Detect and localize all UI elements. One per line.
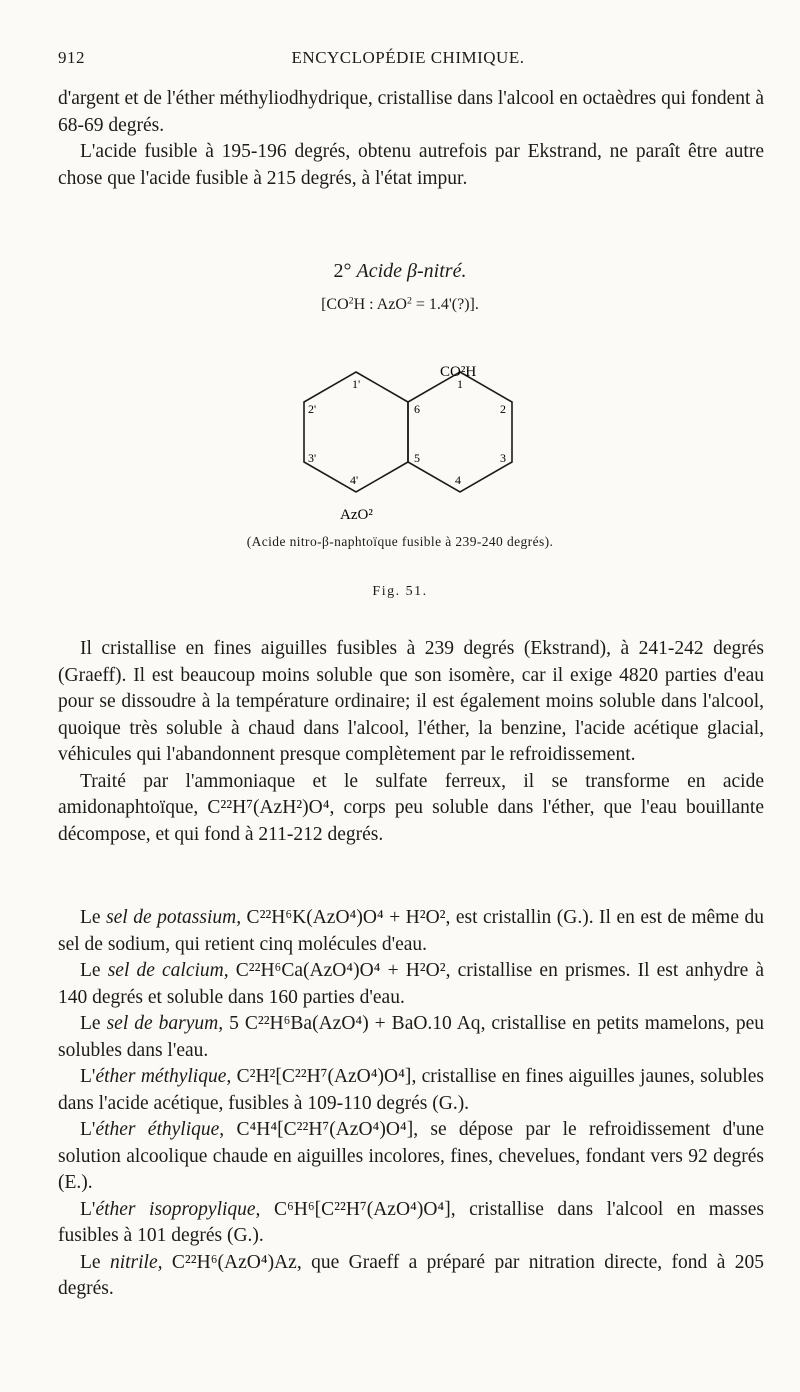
salt-entry: L'éther isopropylique, C⁶H⁶[C²²H⁷(AzO⁴)O⁴], cristallise dans l'alcool en masses fusibles à 101 degrés (G.).: [58, 1198, 764, 1246]
salt-entry: Le sel de baryum, 5 C²²H⁶Ba(AzO⁴) + BaO.10 Aq, cristallise en petits mamelons, peu solubles dans l'eau.: [58, 1013, 764, 1061]
position-label-1: 1: [457, 377, 463, 391]
position-label-2prime: 2': [308, 402, 317, 416]
salt-entry: Le nitrile, C²²H⁶(AzO⁴)Az, que Graeff a préparé par nitration directe, fond à 205 degrés.: [58, 1251, 764, 1299]
salt-entry: Le sel de calcium, C²²H⁶Ca(AzO⁴)O⁴ + H²O², cristallise en prismes. Il est anhydre à 140 degrés et soluble dans 160 parties d'eau.: [58, 960, 765, 1008]
salts-list: [58, 905, 764, 1303]
position-label-2: 2: [500, 402, 506, 416]
intro-text: [58, 86, 764, 192]
running-header: [58, 48, 758, 74]
intro-paragraph-2: L'acide fusible à 195-196 degrés, obtenu autrefois par Ekstrand, ne paraît être autre chose que l'acide fusible à 215 degrés, à l'état impur.: [58, 141, 764, 189]
body-paragraph-1: Il cristallise en fines aiguilles fusibles à 239 degrés (Ekstrand), à 241-242 degrés (Graeff). Il est beaucoup moins soluble que son isomère, car il exige 4820 parties d'eau pour se dissoudre à la température ordinaire; il est également moins soluble dans l'alcool, quoique très soluble à chaud dans l'alcool, l'éther, la benzine, l'acide acétique glacial, véhicules qui l'abandonnent presque complètement par le refroidissement.: [58, 638, 764, 765]
body-text: [58, 636, 764, 848]
bottom-group-label: AzO²: [340, 507, 373, 523]
running-title: ENCYCLOPÉDIE CHIMIQUE.: [291, 48, 525, 67]
naphthalene-structure-diagram: [290, 350, 530, 530]
position-label-3: 3: [500, 451, 506, 465]
salt-entry: L'éther méthylique, C²H²[C²²H⁷(AzO⁴)O⁴], cristallise en fines aiguilles jaunes, solubles dans l'acide acétique, fusibles à 109-110 degrés (G.).: [58, 1066, 764, 1114]
section-heading: [0, 260, 800, 283]
position-label-5: 5: [414, 451, 420, 465]
position-label-6: 6: [414, 402, 420, 416]
section-title: Acide β-nitré.: [356, 260, 467, 282]
position-label-4: 4: [455, 473, 461, 487]
top-group-label: CO²H: [440, 364, 477, 380]
section-number: 2°: [333, 260, 352, 282]
body-paragraph-2: Traité par l'ammoniaque et le sulfate ferreux, il se transforme en acide amidonaphtoïque, C²²H⁷(AzH²)O⁴, corps peu soluble dans l'éther, que l'eau bouillante décompose, et qui fond à 211-212 degrés.: [58, 770, 764, 845]
position-label-3prime: 3': [308, 451, 317, 465]
figure-caption: (Acide nitro-β-naphtoïque fusible à 239-240 degrés).: [246, 534, 554, 549]
page-number: 912: [58, 48, 85, 67]
figure-number: Fig. 51.: [372, 584, 428, 599]
section-formula: [$CO^2H$ : AzO$^2$ = 1.4'(?)].: [321, 295, 479, 313]
intro-paragraph-1: d'argent et de l'éther méthyliodhydrique, cristallise dans l'alcool en octaèdres qui fondent à 68-69 degrés.: [58, 88, 764, 136]
position-label-4prime: 4': [350, 473, 359, 487]
amido-formula: C²²H⁷(AzH²)O⁴: [207, 797, 330, 818]
salt-entry: Le sel de potassium, C²²H⁶K(AzO⁴)O⁴ + H²O², est cristallin (G.). Il en est de même du sel de sodium, qui retient cinq molécules d'eau.: [58, 907, 764, 955]
salt-entry: L'éther éthylique, C⁴H⁴[C²²H⁷(AzO⁴)O⁴], se dépose par le refroidissement d'une solution alcoolique chaude en aiguilles incolores, fines, chevelues, fondant vers 92 degrés (E.).: [58, 1119, 764, 1193]
position-label-1prime: 1': [352, 377, 361, 391]
